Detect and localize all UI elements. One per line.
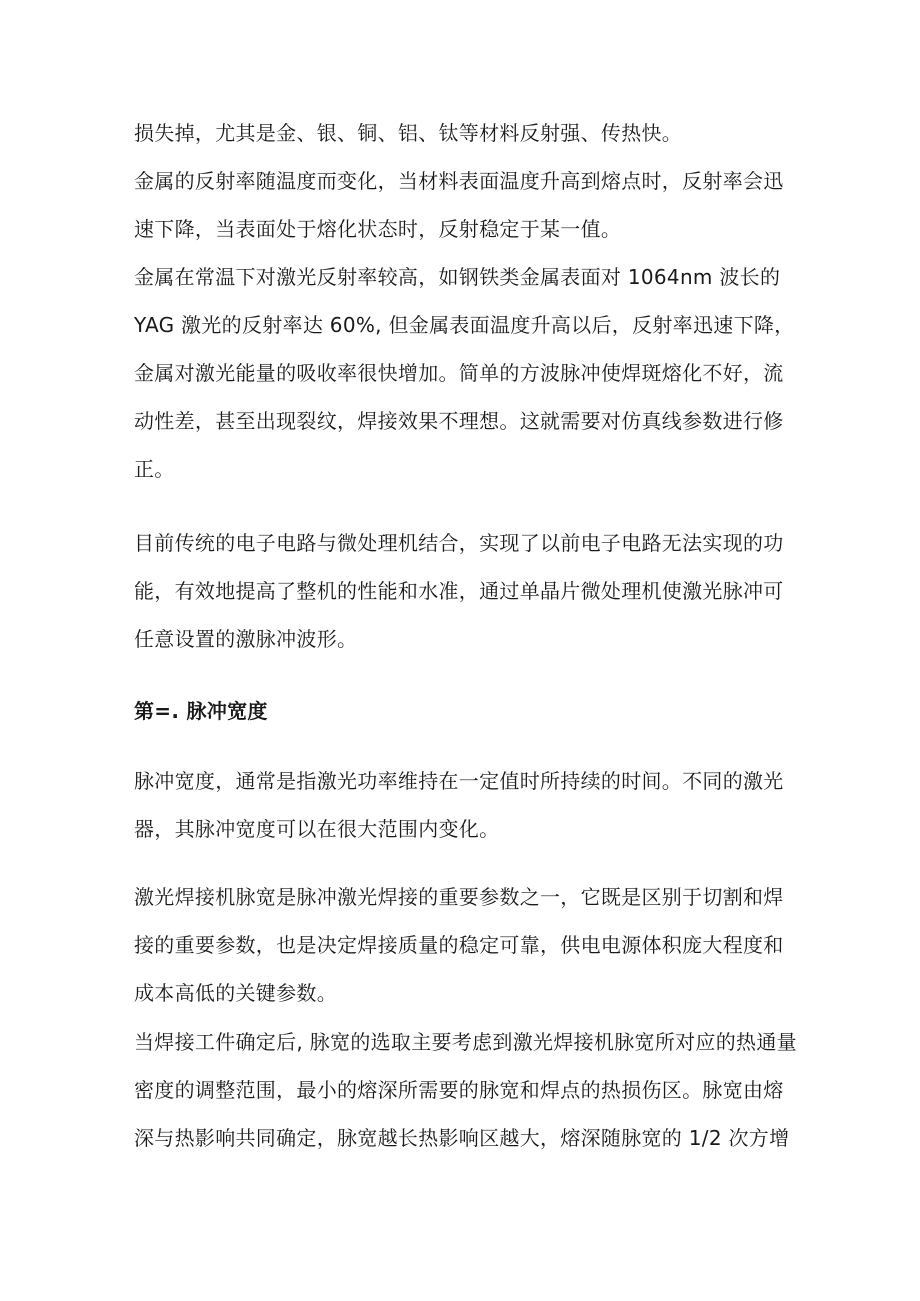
paragraph-2-line-2: 速下降，当表面处于熔化状态时，反射稳定于某一值。: [134, 217, 622, 241]
paragraph-4-line-3: 任意设置的激脉冲波形。: [134, 627, 358, 651]
paragraph-7-line-3: 深与热影响共同确定，脉宽越长热影响区越大，熔深随脉宽的 1/2 次方增: [134, 1126, 790, 1150]
paragraph-3-line-5: 正。: [134, 457, 175, 481]
paragraph-3-line-4: 动性差，甚至出现裂纹，焊接效果不理想。这就需要对仿真线参数进行修: [134, 409, 784, 433]
section-heading: 第=. 脉冲宽度: [134, 699, 268, 723]
paragraph-3-line-2: YAG 激光的反射率达 60%, 但金属表面温度升高以后，反射率迅速下降，: [134, 313, 795, 337]
paragraph-1-line-1: 损失掉，尤其是金、银、铜、铝、钛等材料反射强、传热快。: [134, 121, 683, 145]
paragraph-6-line-3: 成本高低的关键参数。: [134, 981, 337, 1005]
paragraph-6-line-2: 接的重要参数，也是决定焊接质量的稳定可靠，供电电源体积庞大程度和: [134, 933, 784, 957]
paragraph-3-line-1: 金属在常温下对激光反射率较高，如钢铁类金属表面对 1064nm 波长的: [134, 265, 781, 289]
paragraph-7-line-1: 当焊接工件确定后, 脉宽的选取主要考虑到激光焊接机脉宽所对应的热通量: [134, 1030, 797, 1054]
paragraph-5-line-2: 器，其脉冲宽度可以在很大范围内变化。: [134, 817, 500, 841]
paragraph-7-line-2: 密度的调整范围，最小的熔深所需要的脉宽和焊点的热损伤区。脉宽由熔: [134, 1078, 784, 1102]
paragraph-4-line-1: 目前传统的电子电路与微处理机结合，实现了以前电子电路无法实现的功: [134, 531, 784, 555]
paragraph-6-line-1: 激光焊接机脉宽是脉冲激光焊接的重要参数之一，它既是区别于切割和焊: [134, 885, 784, 909]
paragraph-2-line-1: 金属的反射率随温度而变化，当材料表面温度升高到熔点时，反射率会迅: [134, 169, 784, 193]
paragraph-5-line-1: 脉冲宽度，通常是指激光功率维持在一定值时所持续的时间。不同的激光: [134, 769, 784, 793]
paragraph-3-line-3: 金属对激光能量的吸收率很快增加。简单的方波脉冲使焊斑熔化不好，流: [134, 361, 784, 385]
paragraph-4-line-2: 能，有效地提高了整机的性能和水准，通过单晶片微处理机使激光脉冲可: [134, 579, 784, 603]
